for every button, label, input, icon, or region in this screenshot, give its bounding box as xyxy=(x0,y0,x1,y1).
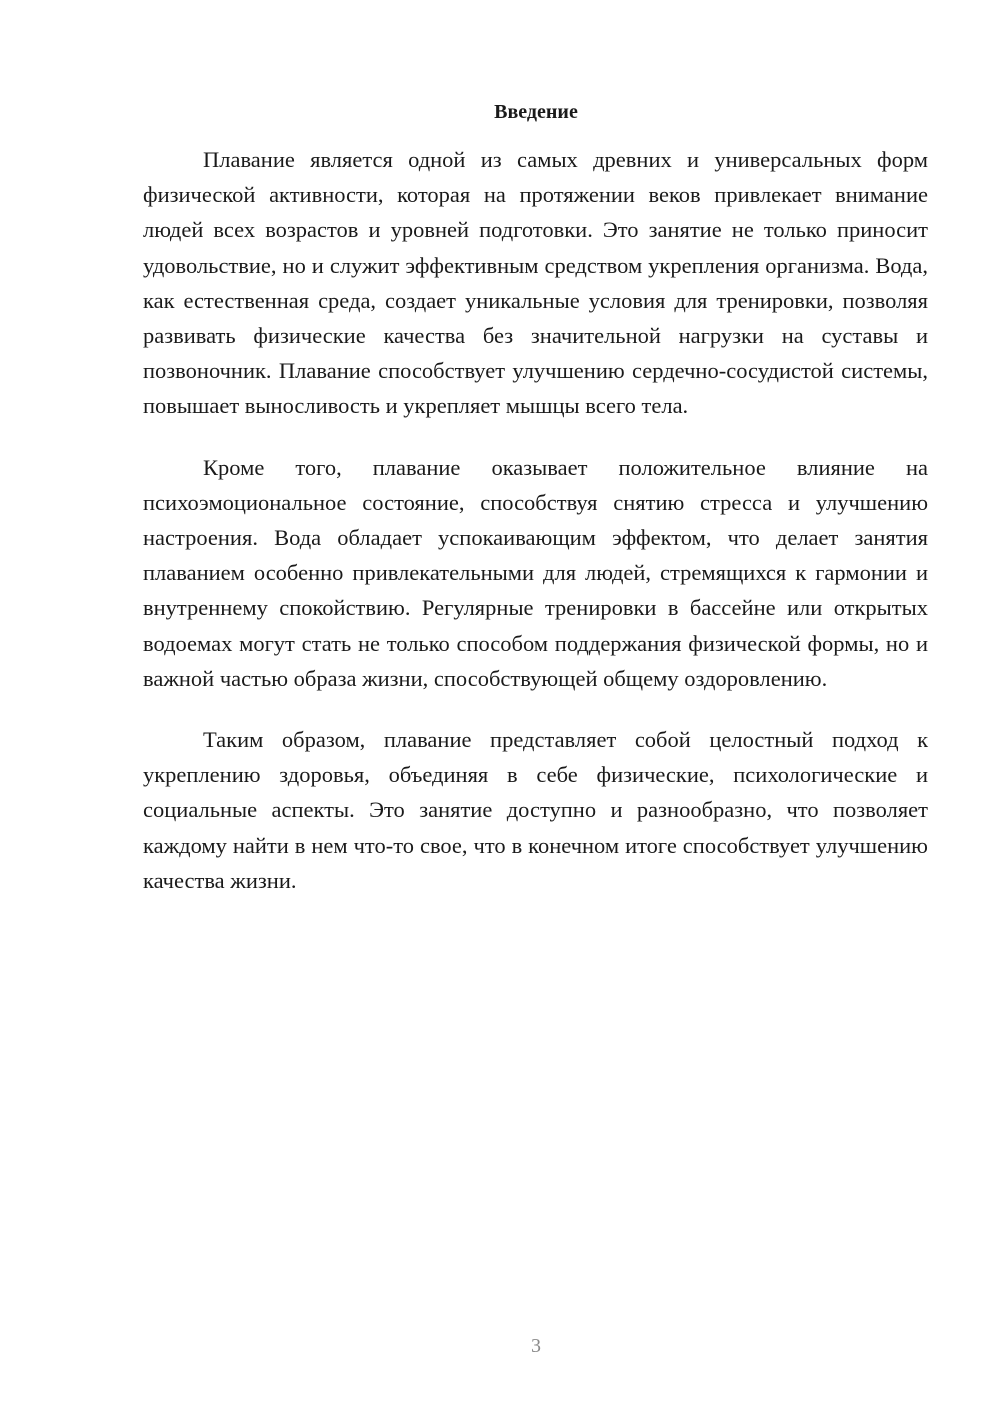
body-text xyxy=(143,142,928,924)
paragraph-3: Таким образом, плавание представляет собой целостный подход к укреплению здоровья, объединяя в себе физические, психологические и социальные аспекты. Это занятие доступно и разнообразно, что позволяет каждому найти в нем что-то свое, что в конечном итоге способствует улучшению качества жизни. xyxy=(143,727,928,893)
paragraph-1: Плавание является одной из самых древних и универсальных форм физической активности, которая на протяжении веков привлекает внимание людей всех возрастов и уровней подготовки. Это занятие не только приносит удовольствие, но и служит эффективным средством укрепления организма. Вода, как естественная среда, создает уникальные условия для тренировки, позволяя развивать физические качества без значительной нагрузки на суставы и позвоночник. Плавание способствует улучшению сердечно-сосудистой системы, повышает выносливость и укрепляет мышцы всего тела. xyxy=(143,147,928,419)
page-number: 3 xyxy=(531,1335,541,1357)
paragraph-2: Кроме того, плавание оказывает положительное влияние на психоэмоциональное состояние, способствуя снятию стресса и улучшению настроения. Вода обладает успокаивающим эффектом, что делает занятия плаванием особенно привлекательными для людей, стремящихся к гармонии и внутреннему спокойствию. Регулярные тренировки в бассейне или открытых водоемах могут стать не только способом поддержания физической формы, но и важной частью образа жизни, способствующей общему оздоровлению. xyxy=(143,454,928,691)
section-heading: Введение xyxy=(494,101,578,123)
